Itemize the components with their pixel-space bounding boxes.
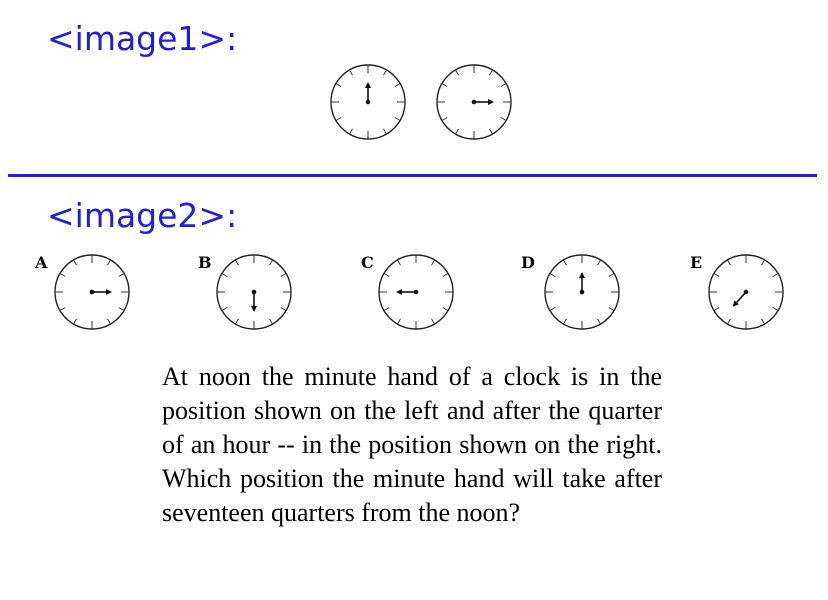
option-e-clock[interactable] (706, 252, 786, 332)
example-clock-quarter-past (434, 62, 514, 142)
option-b-clock[interactable] (214, 252, 294, 332)
clock-center-dot (414, 290, 419, 295)
clock-center-dot (366, 100, 371, 105)
option-c-clock[interactable] (376, 252, 456, 332)
option-d-letter: D (521, 253, 535, 272)
option-c-letter: C (361, 253, 374, 272)
option-e-letter: E (690, 253, 703, 272)
example-clock-noon (328, 62, 408, 142)
clock-center-dot (472, 100, 477, 105)
clock-center-dot (252, 290, 257, 295)
question-text: At noon the minute hand of a clock is in the position shown on the left and after the quarter of an hour -- in the position shown on the right. Which position the minute hand will take after seventeen quarters from the noon? (162, 362, 662, 527)
clock-center-dot (90, 290, 95, 295)
image1-label: <image1>: (47, 19, 238, 58)
option-b-letter: B (198, 253, 212, 272)
divider-line (8, 174, 817, 177)
clock-center-dot (580, 290, 585, 295)
clock-center-dot (744, 290, 749, 295)
option-a-letter: A (35, 253, 48, 272)
option-d-clock[interactable] (542, 252, 622, 332)
option-a-clock[interactable] (52, 252, 132, 332)
image2-label: <image2>: (47, 196, 238, 235)
